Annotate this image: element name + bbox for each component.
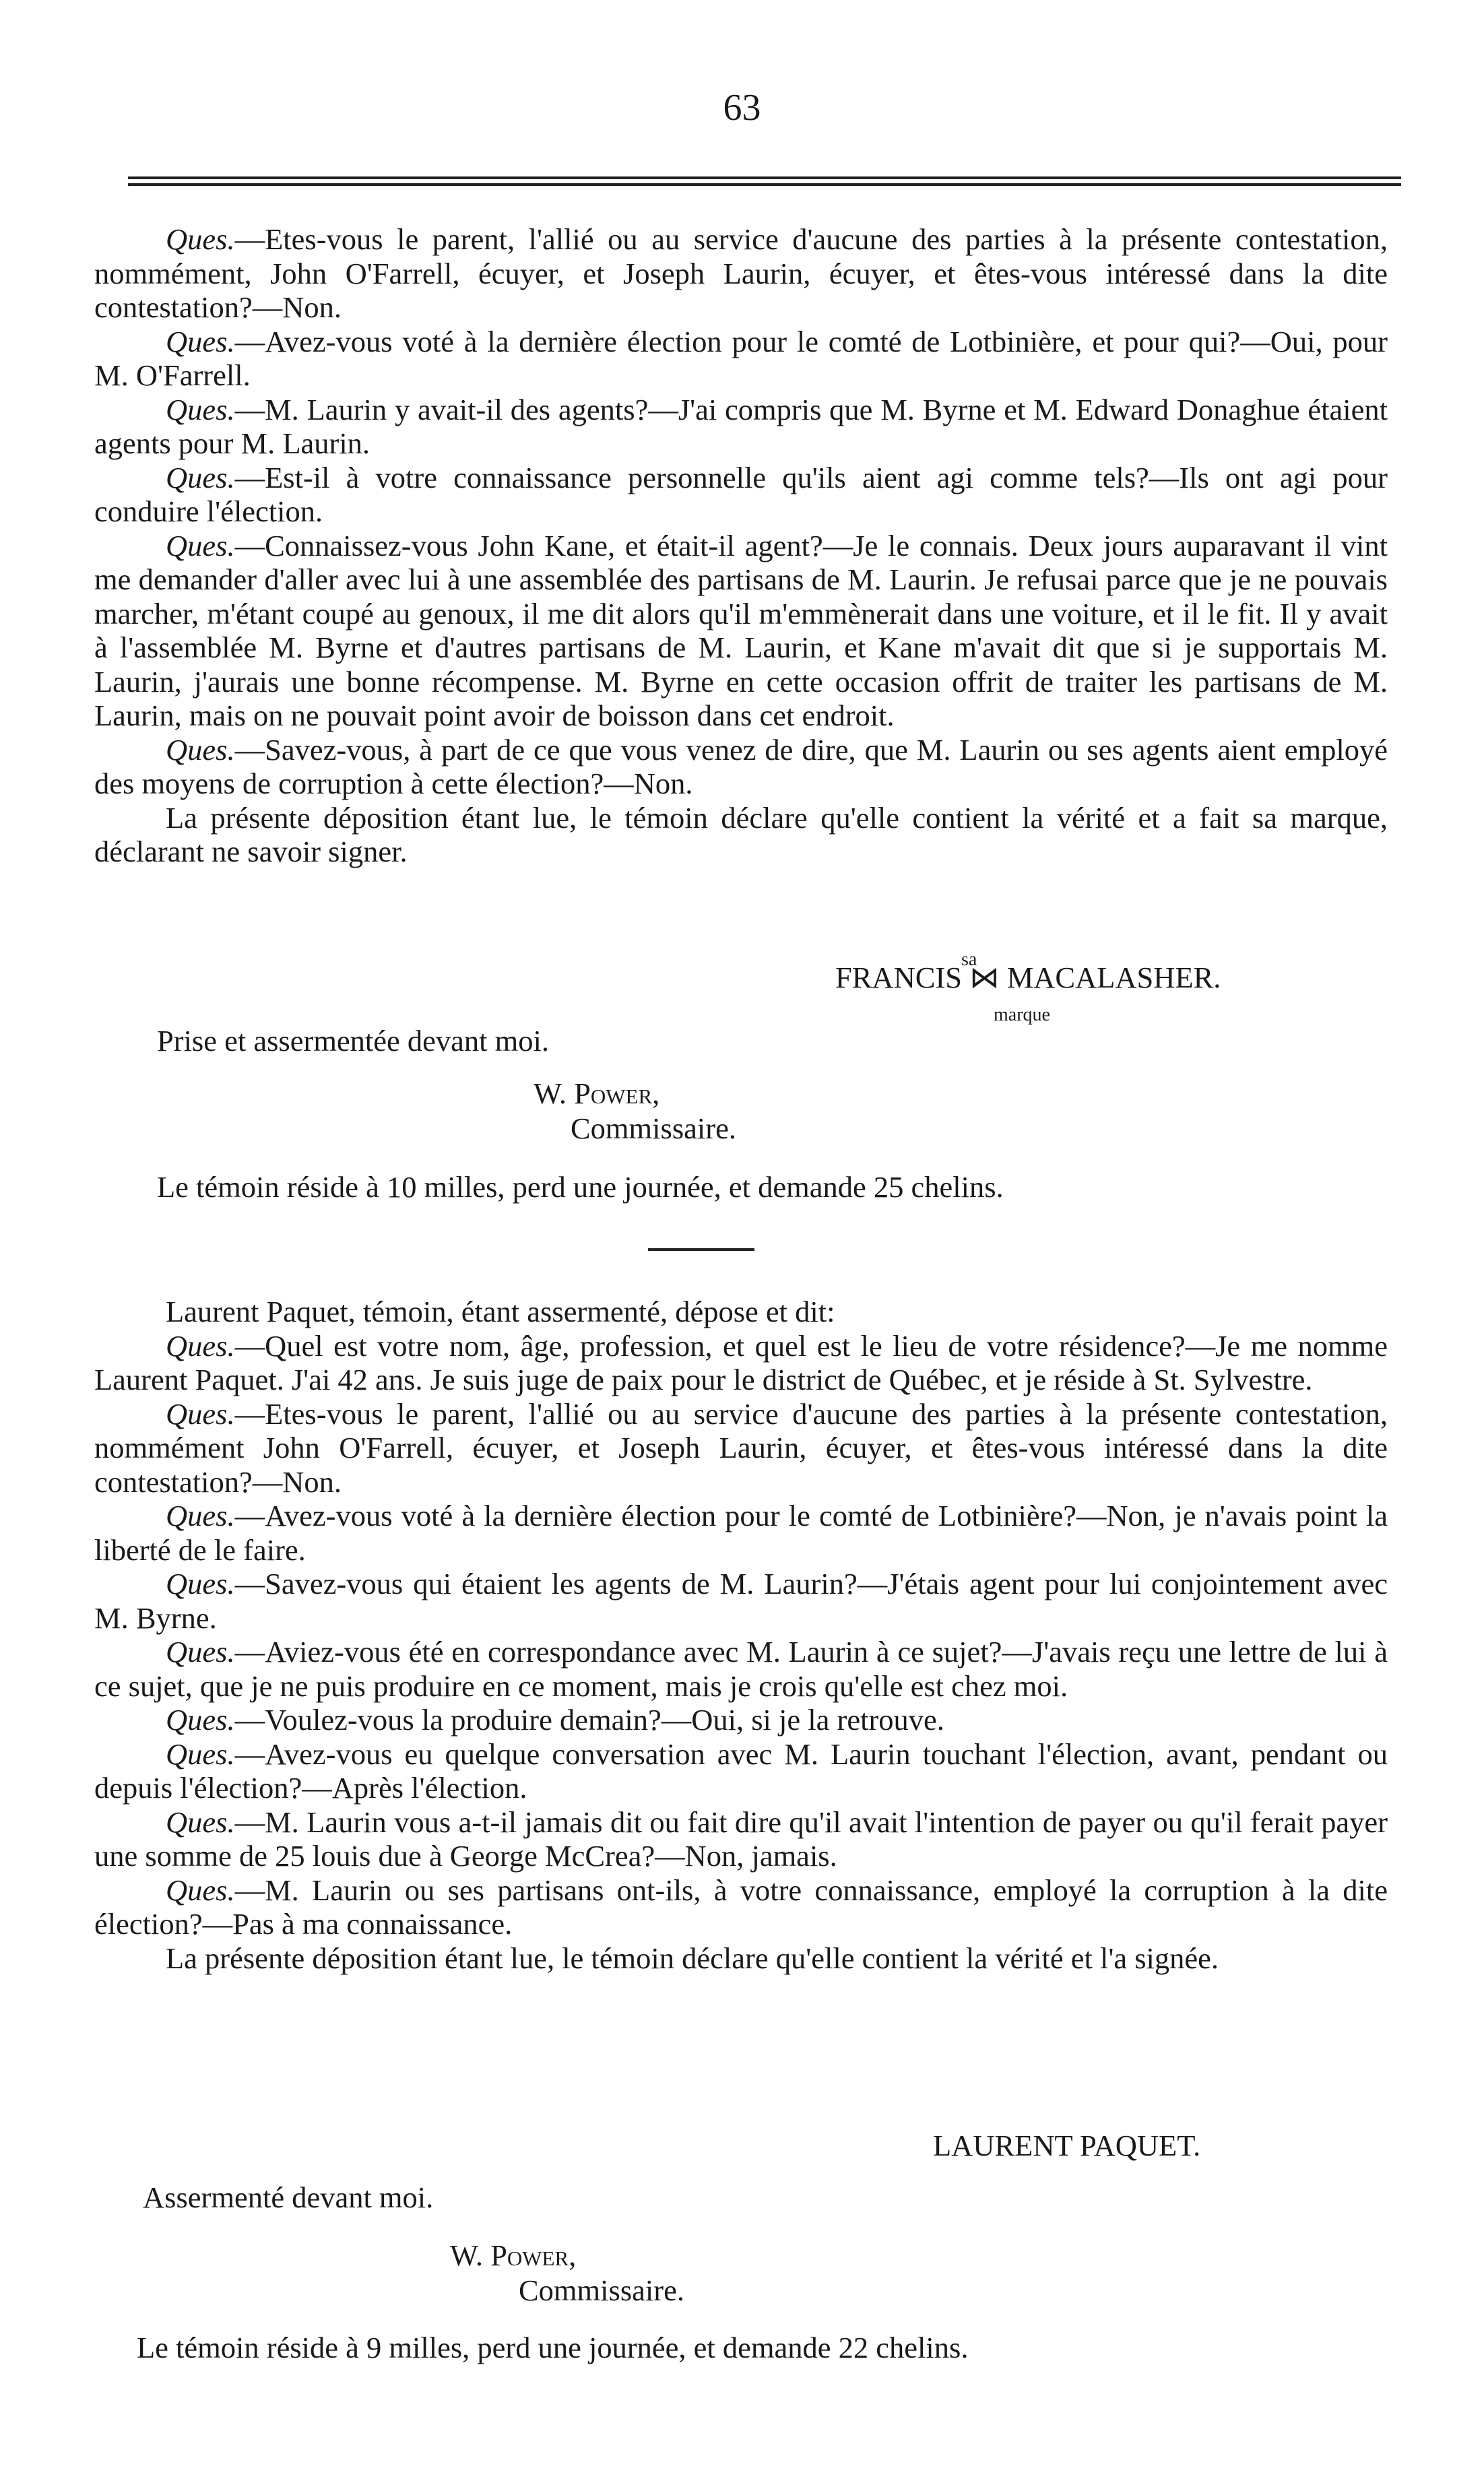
closing-statement: La présente déposition étant lue, le témoin déclare qu'elle contient la vérité et l'a signée. — [166, 1941, 1219, 1975]
commissioner-title: Commissaire. — [571, 1111, 736, 1145]
question-answer: Ques.—Etes-vous le parent, l'allié ou au service d'aucune des parties à la présente contestation, nommément, John O'Farrell, écuyer, et Joseph Laurin, écuyer, et êtes-vous intéressé dans la dite contestation?—Non. — [94, 222, 1388, 324]
question-answer: Ques.—Quel est votre nom, âge, profession, et quel est le lieu de votre résidence?—Je me nomme Laurent Paquet. J'ai 42 ans. Je suis juge de paix pour le district de Québec, et je réside à St. Sylvestre. — [94, 1328, 1388, 1396]
cross-mark-icon: ⋈ — [969, 961, 1000, 994]
mark-sa: sa — [961, 949, 977, 970]
question-answer: Ques.—Savez-vous, à part de ce que vous venez de dire, que M. Laurin ou ses agents aient employé des moyens de corruption à cette élection?—Non. — [94, 732, 1388, 800]
page-number: 63 — [723, 87, 761, 129]
question-answer: Ques.—M. Laurin vous a-t-il jamais dit ou fait dire qu'il avait l'intention de payer ou qu'il ferait payer une somme de 25 louis due à George McCrea?—Non, jamais. — [94, 1805, 1388, 1873]
witness-intro: Laurent Paquet, témoin, étant assermenté, dépose et dit: — [166, 1295, 835, 1328]
commissioner-title: Commissaire. — [519, 2273, 684, 2307]
question-answer: Ques.—M. Laurin y avait-il des agents?—J'ai compris que M. Byrne et M. Edward Donaghue étaient agents pour M. Laurin. — [94, 392, 1388, 460]
question-answer: Ques.—Avez-vous voté à la dernière élection pour le comté de Lotbinière, et pour qui?—Oui, pour M. O'Farrell. — [94, 324, 1388, 392]
deposition-2-text — [94, 1295, 1388, 1975]
question-answer: Ques.—Aviez-vous été en correspondance avec M. Laurin à ce sujet?—J'avais reçu une lettre de lui à ce sujet, que je ne puis produire en ce moment, mais je crois qu'elle est chez moi. — [94, 1635, 1388, 1703]
question-answer: Ques.—M. Laurin ou ses partisans ont-ils, à votre connaissance, employé la corruption à la dite élection?—Pas à ma connaissance. — [94, 1873, 1388, 1941]
question-answer: Ques.—Voulez-vous la produire demain?—Oui, si je la retrouve. — [166, 1703, 944, 1737]
sworn-before: Assermenté devant moi. — [143, 2180, 434, 2214]
deposition-1-text — [94, 222, 1388, 869]
section-divider — [648, 1248, 754, 1251]
residence-note: Le témoin réside à 9 milles, perd une journée, et demande 22 chelins. — [137, 2331, 969, 2364]
question-answer: Ques.—Connaissez-vous John Kane, et était-il agent?—Je le connais. Deux jours auparavant il vint me demander d'aller avec lui à une assemblée des partisans de M. Laurin. Je refusai parce que je ne pouvais marcher, m'étant coupé au genoux, il me dit alors qu'il m'emmènerait dans une voiture, et il le fit. Il y avait à l'assemblée M. Byrne et d'autres partisans de M. Laurin, et Kane m'avait dit que si je supportais M. Laurin, j'aurais une bonne récompense. M. Byrne en cette occasion offrit de traiter les partisans de M. Laurin, mais on ne pouvait point avoir de boisson dans cet endroit. — [94, 528, 1388, 732]
commissioner-name: W. Power, — [450, 2238, 577, 2272]
signature-macalasher: FRANCIS ⋈ MACALASHER. — [835, 961, 1221, 994]
mark-marque: marque — [994, 1004, 1050, 1025]
signature-paquet: LAURENT PAQUET. — [933, 2129, 1201, 2162]
header-rule-bottom — [128, 183, 1401, 186]
question-answer: Ques.—Savez-vous qui étaient les agents de M. Laurin?—J'étais agent pour lui conjointement avec M. Byrne. — [94, 1567, 1388, 1635]
sworn-before: Prise et assermentée devant moi. — [157, 1024, 550, 1058]
question-answer: Ques.—Avez-vous voté à la dernière élection pour le comté de Lotbinière?—Non, je n'avais point la liberté de le faire. — [94, 1499, 1388, 1567]
question-answer: Ques.—Etes-vous le parent, l'allié ou au service d'aucune des parties à la présente contestation, nommément John O'Farrell, écuyer, et Joseph Laurin, écuyer, et êtes-vous intéressé dans la dite contestation?—Non. — [94, 1396, 1388, 1499]
question-answer: Ques.—Avez-vous eu quelque conversation avec M. Laurin touchant l'élection, avant, pendant ou depuis l'élection?—Après l'élection. — [94, 1737, 1388, 1805]
header-rule-top — [128, 176, 1401, 179]
residence-note: Le témoin réside à 10 milles, perd une journée, et demande 25 chelins. — [157, 1170, 1004, 1204]
question-answer: Ques.—Est-il à votre connaissance personnelle qu'ils aient agi comme tels?—Ils ont agi pour conduire l'élection. — [94, 460, 1388, 528]
commissioner-name: W. Power, — [534, 1076, 660, 1110]
closing-statement: La présente déposition étant lue, le témoin déclare qu'elle contient la vérité et a fait sa marque, déclarant ne savoir signer. — [94, 800, 1388, 868]
